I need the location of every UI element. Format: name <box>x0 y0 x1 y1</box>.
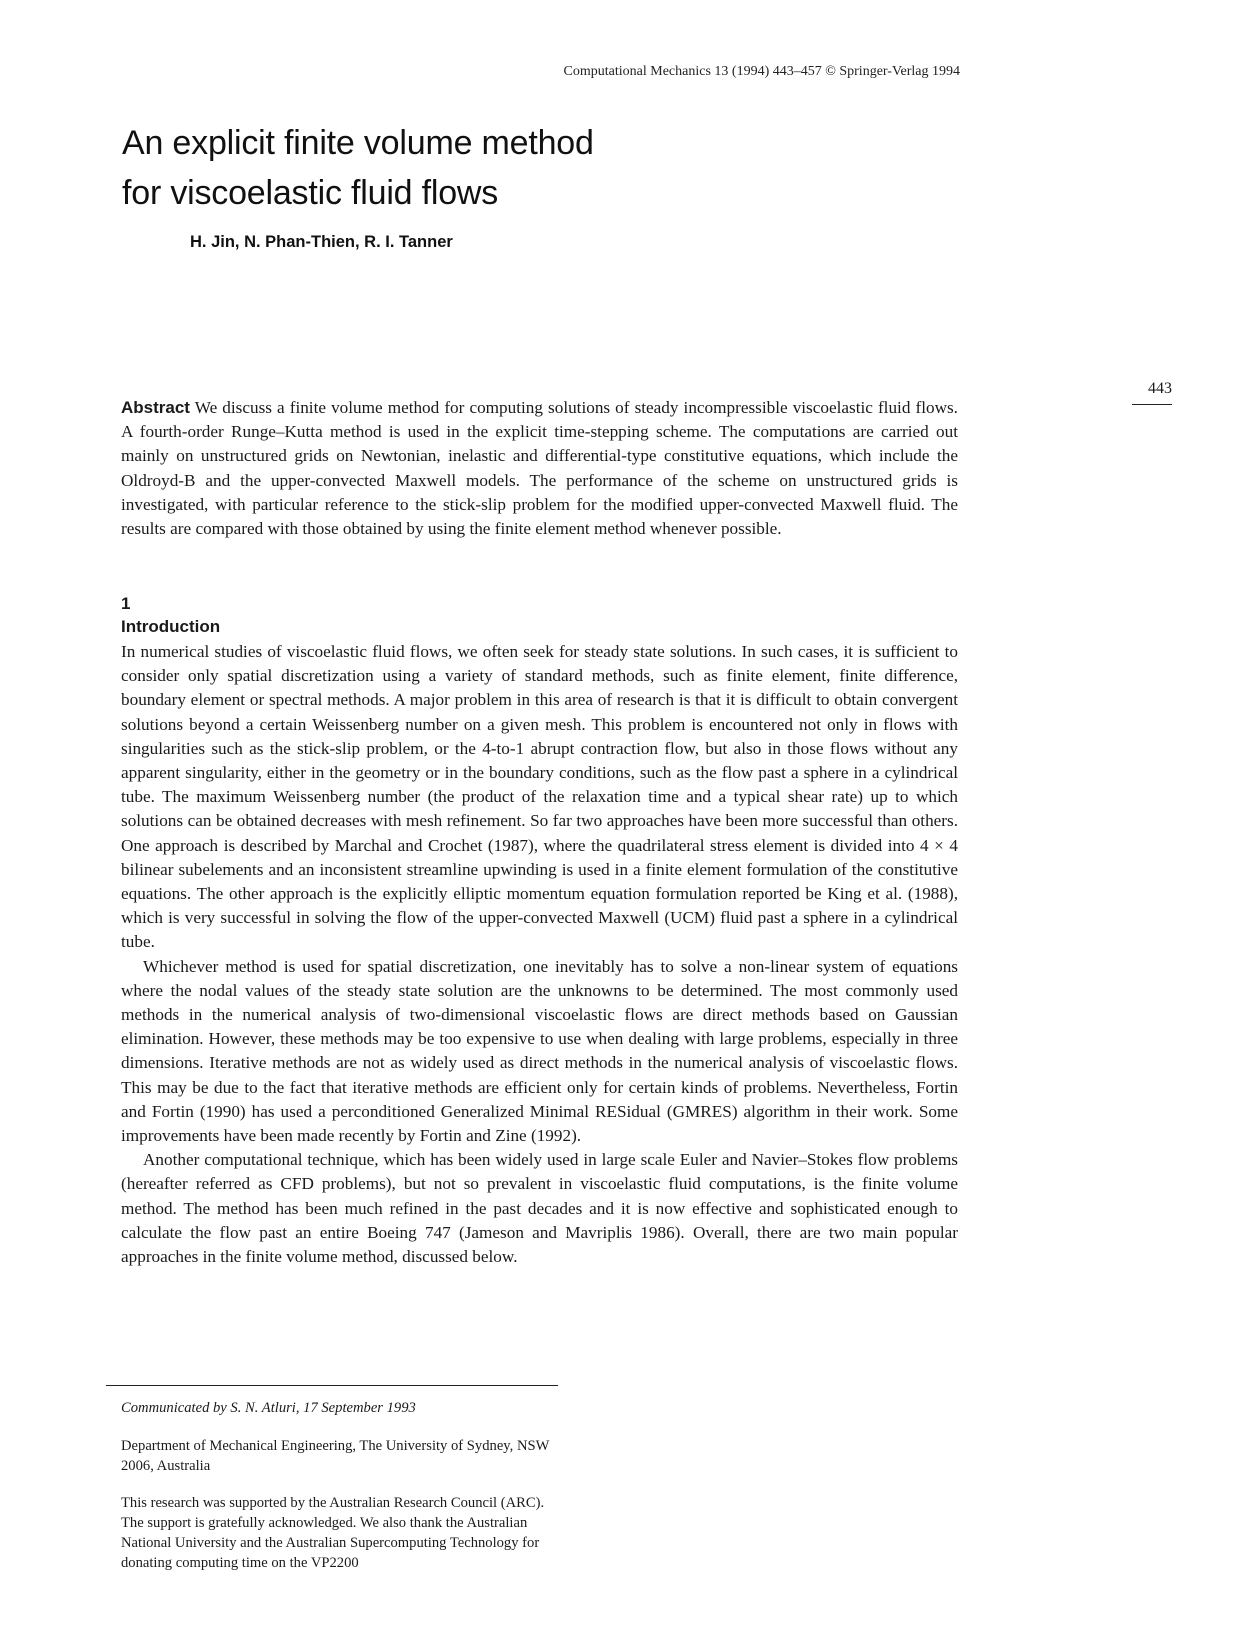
introduction-body <box>121 640 958 1269</box>
footnote-affiliation: Department of Mechanical Engineering, The University of Sydney, NSW 2006, Australia <box>121 1438 550 1474</box>
paper-title-line-2: for viscoelastic fluid flows <box>122 174 499 212</box>
page-number-rule <box>1132 404 1172 405</box>
paragraph: Whichever method is used for spatial discretization, one inevitably has to solve a non-linear system of equations where the nodal values of the steady state solution are the unknowns to be determined. The most commonly used methods in the numerical analysis of two-dimensional viscoelastic flows are direct methods based on Gaussian elimination. However, these methods may be too expensive to use when dealing with large problems, especially in three dimensions. Iterative methods are not as widely used as direct methods in the numerical analysis of viscoelastic flows. This may be due to the fact that iterative methods are efficient only for certain kinds of problems. Nevertheless, Fortin and Fortin (1990) has used a perconditioned Generalized Minimal RESidual (GMRES) algorithm in their work. Some improvements have been made recently by Fortin and Zine (1992). <box>121 956 958 1146</box>
page-number: 443 <box>1148 380 1172 397</box>
section-title: Introduction <box>121 617 221 636</box>
footnote-acknowledgement: This research was supported by the Australian Research Council (ARC). The support is gratefully acknowledged. We also thank the Australian National University and the Australian Supercomputing Technology for donating computing time on the VP2200 <box>121 1495 545 1571</box>
paper-title <box>122 118 642 218</box>
paragraph: Another computational technique, which has been widely used in large scale Euler and Navier–Stokes flow problems (hereafter referred as CFD problems), but not so prevalent in viscoelastic fluid computations, is the finite volume method. The method has been much refined in the past decades and it is now effective and sophisticated enough to calculate the flow past an entire Boeing 747 (Jameson and Mavriplis 1986). Overall, there are two main popular approaches in the finite volume method, discussed below. <box>121 1150 958 1267</box>
paragraph: In numerical studies of viscoelastic fluid flows, we often seek for steady state solutions. In such cases, it is sufficient to consider only spatial discretization using a variety of standard methods, such as finite element, finite difference, boundary element or spectral methods. A major problem in this area of research is that it is difficult to obtain convergent solutions beyond a certain Weissenberg number on a given mesh. This problem is encountered not only in flows with singularities such as the stick-slip problem, or the 4-to-1 abrupt contraction flow, but also in those flows without any apparent singularity, either in the geometry or in the boundary conditions, such as the flow past a sphere in a cylindrical tube. The maximum Weissenberg number (the product of the relaxation time and a typical shear rate) up to which solutions can be obtained decreases with mesh refinement. So far two approaches have been more successful than others. One approach is described by Marchal and Crochet (1987), where the quadrilateral stress element is divided into 4 × 4 bilinear subelements and an inconsistent streamline upwinding is used in a finite element formulation of the constitutive equations. The other approach is the explicitly elliptic momentum equation formulation reported be King et al. (1988), which is very successful in solving the flow of the upper-convected Maxwell (UCM) fluid past a sphere in a cylindrical tube. <box>121 642 958 952</box>
abstract-text: We discuss a finite volume method for computing solutions of steady incompressible viscoelastic fluid flows. A fourth-order Runge–Kutta method is used in the explicit time-stepping scheme. The computations are carried out mainly on unstructured grids on Newtonian, inelastic and differential-type constitutive equations, which include the Oldroyd-B and the upper-convected Maxwell models. The performance of the scheme on unstructured grids is investigated, with particular reference to the stick-slip problem for the modified upper-convected Maxwell fluid. The results are compared with those obtained by using the finite element method whenever possible. <box>121 398 958 539</box>
footnote-divider <box>106 1385 558 1386</box>
author-list: H. Jin, N. Phan-Thien, R. I. Tanner <box>190 233 453 251</box>
abstract <box>121 396 958 541</box>
journal-citation: Computational Mechanics 13 (1994) 443–457 © Springer-Verlag 1994 <box>563 64 960 79</box>
section-number: 1 <box>121 594 131 613</box>
footnote-communicated: Communicated by S. N. Atluri, 17 September 1993 <box>121 1400 416 1416</box>
abstract-label: Abstract <box>121 398 190 417</box>
paper-title-line-1: An explicit finite volume method <box>122 124 594 162</box>
